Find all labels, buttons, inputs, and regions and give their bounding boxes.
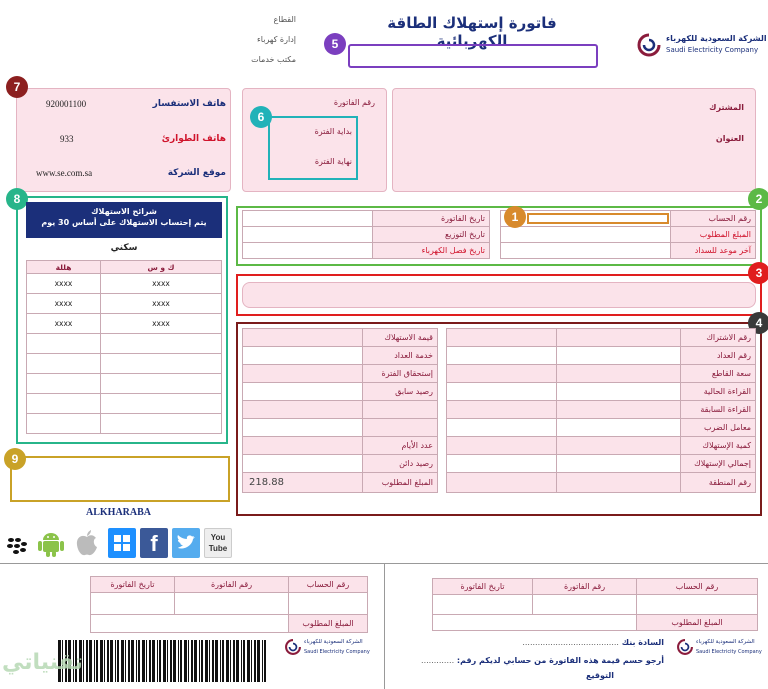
signature-label: التوقيع: [586, 671, 614, 680]
dept-line-office: مكتب خدمات: [251, 55, 296, 64]
stub-right-amount-label: المبلغ المطلوب: [637, 615, 758, 631]
detail-right-label: إجمالي الإستهلاك: [681, 455, 756, 473]
table-row: [27, 394, 222, 414]
company-logo: [636, 26, 767, 66]
stub-left-table: [90, 576, 368, 633]
barcode-bar: [230, 640, 231, 682]
detail-right-value-a: [447, 365, 557, 383]
barcode-bar: [163, 640, 166, 682]
detail-left-value: [243, 437, 363, 455]
tariff-col-kwh: ك و س: [101, 261, 222, 274]
detail-right-label: معامل الضرب: [681, 419, 756, 437]
mid-left-table: [242, 210, 490, 259]
badge-3: 3: [748, 262, 768, 284]
badge-6: 6: [250, 106, 272, 128]
barcode-bar: [89, 640, 92, 682]
tariff-cell: [27, 354, 101, 374]
badge-8: 8: [6, 188, 28, 210]
barcode-bar: [86, 640, 88, 682]
stub-left-account-no: رقم الحساب: [289, 577, 368, 593]
amount-due-value: [501, 227, 671, 243]
barcode-bar: [96, 640, 98, 682]
page-title: فاتورة إستهلاك الطاقة الكهربائية: [387, 14, 557, 50]
barcode-bar: [236, 640, 239, 682]
barcode-bar: [241, 640, 242, 682]
barcode-bar: [180, 640, 182, 682]
period-end-label: نهاية الفترة: [314, 157, 352, 166]
bank-greeting: [440, 638, 664, 647]
barcode-bar: [100, 640, 103, 682]
detail-right-label: كمية الإستهلاك: [681, 437, 756, 455]
barcode-bar: [215, 640, 218, 682]
mid-right-table: [500, 210, 756, 259]
brand-name: ALKHARABA: [86, 507, 152, 518]
barcode-bar: [128, 640, 130, 682]
barcode-bar: [117, 640, 119, 682]
message-box: [242, 282, 756, 308]
barcode-bar: [115, 640, 116, 682]
badge-7: 7: [6, 76, 28, 98]
tariff-cell: xxxx: [101, 294, 222, 314]
detail-right-value-a: [447, 347, 557, 365]
barcode-bar: [107, 640, 109, 682]
title-purple-box: [348, 44, 598, 68]
amount-due-total: 218.88: [243, 473, 363, 493]
contact-emergency-value: 933: [60, 134, 74, 144]
badge-2: 2: [748, 188, 768, 210]
barcode-bar: [149, 640, 151, 682]
detail-left-value: [243, 419, 363, 437]
barcode-bar: [251, 640, 252, 682]
address-label: العنوان: [715, 134, 744, 143]
dept-line-sector: القطاع: [273, 15, 296, 24]
stub-right-table: [432, 578, 758, 631]
tariff-col-halala: هللة: [27, 261, 101, 274]
tariff-cell: xxxx: [101, 314, 222, 334]
barcode-bar: [104, 640, 105, 682]
detail-right-value-b: [557, 347, 681, 365]
distribution-date-label: تاريخ التوزيع: [373, 227, 490, 243]
windows-icon[interactable]: [108, 528, 136, 558]
tariff-cell: [27, 334, 101, 354]
youtube-icon[interactable]: [204, 528, 232, 558]
barcode-bar: [205, 640, 208, 682]
account-no-value: [501, 211, 671, 227]
detail-right-value-a: [447, 401, 557, 419]
barcode-bar: [173, 640, 176, 682]
detail-right-value-a: [447, 329, 557, 347]
stub-left-cell: [289, 593, 368, 615]
detail-right-label: رقم المنطقة: [681, 473, 756, 493]
distribution-date-value: [243, 227, 373, 243]
stub-right-cell: [433, 595, 533, 615]
table-row: [27, 414, 222, 434]
account-highlight-box: [527, 213, 669, 224]
period-teal-box: [268, 116, 358, 180]
barcode-bar: [257, 640, 260, 682]
stub-left-logo: [284, 636, 380, 666]
detail-right-value-b: [557, 473, 681, 493]
deduction-request: [400, 656, 664, 665]
department-lines: [236, 10, 296, 70]
account-no-label: رقم الحساب: [671, 211, 756, 227]
cutoff-date-value: [243, 243, 373, 259]
table-row: [27, 354, 222, 374]
detail-right-value-a: [447, 437, 557, 455]
tariff-header: [26, 202, 222, 238]
detail-left-value: [243, 455, 363, 473]
detail-left-label: المبلغ المطلوب: [363, 473, 438, 493]
last-payment-label: آخر موعد للسداد: [671, 243, 756, 259]
last-payment-value: [501, 243, 671, 259]
table-row: [27, 314, 222, 334]
stub-left-invoice-no: رقم الفاتورة: [175, 577, 289, 593]
contact-inquiry-label: هاتف الاستفسار: [152, 99, 226, 109]
notes-frame: [10, 456, 230, 502]
stub-left-cell: [175, 593, 289, 615]
barcode-bar: [264, 640, 266, 682]
barcode-bar: [194, 640, 197, 682]
badge-4: 4: [748, 312, 768, 334]
stub-right-logo: [676, 636, 766, 666]
stub-right-cell: [637, 595, 758, 615]
detail-right-value-b: [557, 419, 681, 437]
barcode-bar: [201, 640, 203, 682]
barcode-bar: [222, 640, 224, 682]
stub-right-invoice-date: تاريخ الفاتورة: [433, 579, 533, 595]
invoice-date-value: [243, 211, 373, 227]
barcode-bar: [142, 640, 145, 682]
period-start-label: بداية الفترة: [314, 127, 352, 136]
contact-emergency-label: هاتف الطوارئ: [161, 134, 226, 144]
detail-right-value-b: [557, 401, 681, 419]
stub-right-invoice-no: رقم الفاتورة: [533, 579, 637, 595]
stub-left-cell: [91, 593, 175, 615]
twitter-icon[interactable]: [172, 528, 200, 558]
badge-5: 5: [324, 33, 346, 55]
details-right-table: [446, 328, 756, 493]
invoice-number-label: رقم الفاتورة: [333, 98, 375, 107]
tariff-cell: [27, 374, 101, 394]
barcode-bar: [254, 640, 256, 682]
badge-9: 9: [4, 448, 26, 470]
detail-right-label: القراءة الحالية: [681, 383, 756, 401]
barcode-bar: [146, 640, 147, 682]
table-row: [27, 334, 222, 354]
barcode-bar: [138, 640, 140, 682]
barcode-bar: [233, 640, 235, 682]
bank-dots: ......................................: [522, 638, 619, 647]
social-icons-row: [6, 526, 232, 560]
barcode-bar: [159, 640, 161, 682]
barcode-bar: [243, 640, 245, 682]
stub-left-invoice-date: تاريخ الفاتورة: [91, 577, 175, 593]
barcode: [58, 640, 270, 682]
stub-right-company-en: Saudi Electricity Company: [696, 649, 762, 655]
facebook-icon[interactable]: f: [140, 528, 168, 558]
barcode-bar: [226, 640, 229, 682]
barcode-bar: [152, 640, 155, 682]
detail-right-value-b: [557, 365, 681, 383]
barcode-bar: [220, 640, 221, 682]
barcode-bar: [94, 640, 95, 682]
detail-left-label: رصيد دائن: [363, 455, 438, 473]
stub-left-company-en: Saudi Electricity Company: [304, 649, 370, 655]
barcode-bar: [184, 640, 187, 682]
barcode-bar: [178, 640, 179, 682]
detail-left-label: [363, 419, 438, 437]
detail-right-label: رقم العداد: [681, 347, 756, 365]
barcode-bar: [247, 640, 250, 682]
stub-left-amount-label: المبلغ المطلوب: [289, 615, 368, 633]
tariff-category: سكني: [110, 243, 138, 253]
android-icon[interactable]: [36, 528, 66, 558]
detail-right-label: سعة القاطع: [681, 365, 756, 383]
stub-right-cell: [533, 595, 637, 615]
tariff-cell: [27, 394, 101, 414]
detail-right-value-b: [557, 329, 681, 347]
detail-left-label: [363, 401, 438, 419]
badge-1: 1: [504, 206, 526, 228]
subscriber-label: المشترك: [709, 103, 744, 112]
vertical-separator: [384, 563, 385, 689]
detail-left-label: رصيد سابق: [363, 383, 438, 401]
tariff-cell: [101, 394, 222, 414]
tariff-cell: xxxx: [101, 274, 222, 294]
barcode-bar: [167, 640, 168, 682]
tariff-cell: [101, 414, 222, 434]
amount-due-label: المبلغ المطلوب: [671, 227, 756, 243]
barcode-bar: [157, 640, 158, 682]
detail-right-value-a: [447, 383, 557, 401]
detail-right-value-b: [557, 383, 681, 401]
invoice-date-label: تاريخ الفاتورة: [373, 211, 490, 227]
detail-left-label: خدمة العداد: [363, 347, 438, 365]
detail-left-label: قيمة الاستهلاك: [363, 329, 438, 347]
tariff-cell: [101, 374, 222, 394]
barcode-bar: [131, 640, 134, 682]
request-dots: .............: [421, 656, 455, 665]
detail-right-value-a: [447, 419, 557, 437]
bank-greeting-label: السادة بنك: [621, 638, 664, 647]
contact-website-label: موقع الشركة: [167, 168, 226, 178]
detail-right-value-b: [557, 437, 681, 455]
detail-left-label: عدد الأيام: [363, 437, 438, 455]
barcode-bar: [212, 640, 214, 682]
barcode-bar: [170, 640, 172, 682]
tariff-cell: [101, 334, 222, 354]
stub-right-amount-value: [433, 615, 637, 631]
detail-left-value: [243, 347, 363, 365]
cutoff-date-label: تاريخ فصل الكهرباء: [373, 243, 490, 259]
sec-logo-icon: [636, 32, 662, 58]
tariff-title: شرائح الاستهلاك: [91, 207, 157, 216]
barcode-bar: [188, 640, 189, 682]
detail-right-value-b: [557, 455, 681, 473]
tariff-cell: xxxx: [27, 314, 101, 334]
tariff-subtitle: يتم إحتساب الاستهلاك على أساس 30 يوم: [41, 218, 207, 227]
detail-left-value: [243, 383, 363, 401]
detail-left-value: [243, 365, 363, 383]
stub-left-amount-value: [91, 615, 289, 633]
details-left-table: [242, 328, 438, 493]
tariff-cell: xxxx: [27, 294, 101, 314]
contact-website-value[interactable]: www.se.com.sa: [36, 168, 93, 178]
barcode-bar: [110, 640, 113, 682]
barcode-bar: [262, 640, 263, 682]
barcode-graphic: [58, 640, 270, 682]
table-row: [27, 274, 222, 294]
stub-right-company-ar: الشركة السعودية للكهرباء: [696, 639, 755, 645]
sec-logo-small-icon: [284, 638, 302, 656]
detail-right-label: رقم الاشتراك: [681, 329, 756, 347]
barcode-bar: [209, 640, 210, 682]
barcode-bar: [125, 640, 126, 682]
barcode-bar: [199, 640, 200, 682]
detail-right-value-a: [447, 455, 557, 473]
tariff-cell: [27, 414, 101, 434]
table-row: [27, 374, 222, 394]
detail-left-value: [243, 329, 363, 347]
tariff-table: [26, 260, 222, 434]
detail-left-label: إستحقاق الفترة: [363, 365, 438, 383]
detail-right-value-a: [447, 473, 557, 493]
deduction-request-text: أرجو حسم قيمة هذه الفاتورة من حسابي لديكم رقم:: [456, 656, 664, 665]
barcode-bar: [121, 640, 124, 682]
sec-logo-small-icon: [676, 638, 694, 656]
stub-right-account-no: رقم الحساب: [637, 579, 758, 595]
company-name-en: Saudi Electricity Company: [666, 46, 759, 54]
dept-line-admin: إدارة كهرباء: [257, 35, 296, 44]
company-name-ar: الشركة السعودية للكهرباء: [666, 34, 767, 43]
table-row: [27, 294, 222, 314]
detail-left-value: [243, 401, 363, 419]
tariff-cell: xxxx: [27, 274, 101, 294]
apple-icon[interactable]: [72, 528, 102, 558]
stub-left-company-ar: الشركة السعودية للكهرباء: [304, 639, 363, 645]
detail-right-label: القراءة السابقة: [681, 401, 756, 419]
watermark: تقنياتي: [2, 650, 83, 675]
contact-inquiry-value: 920001100: [46, 99, 87, 109]
tariff-cell: [101, 354, 222, 374]
blackberry-icon[interactable]: [6, 536, 30, 556]
youtube-text: You Tube: [208, 533, 228, 553]
barcode-bar: [191, 640, 193, 682]
barcode-bar: [136, 640, 137, 682]
barcode-bar: [83, 640, 84, 682]
